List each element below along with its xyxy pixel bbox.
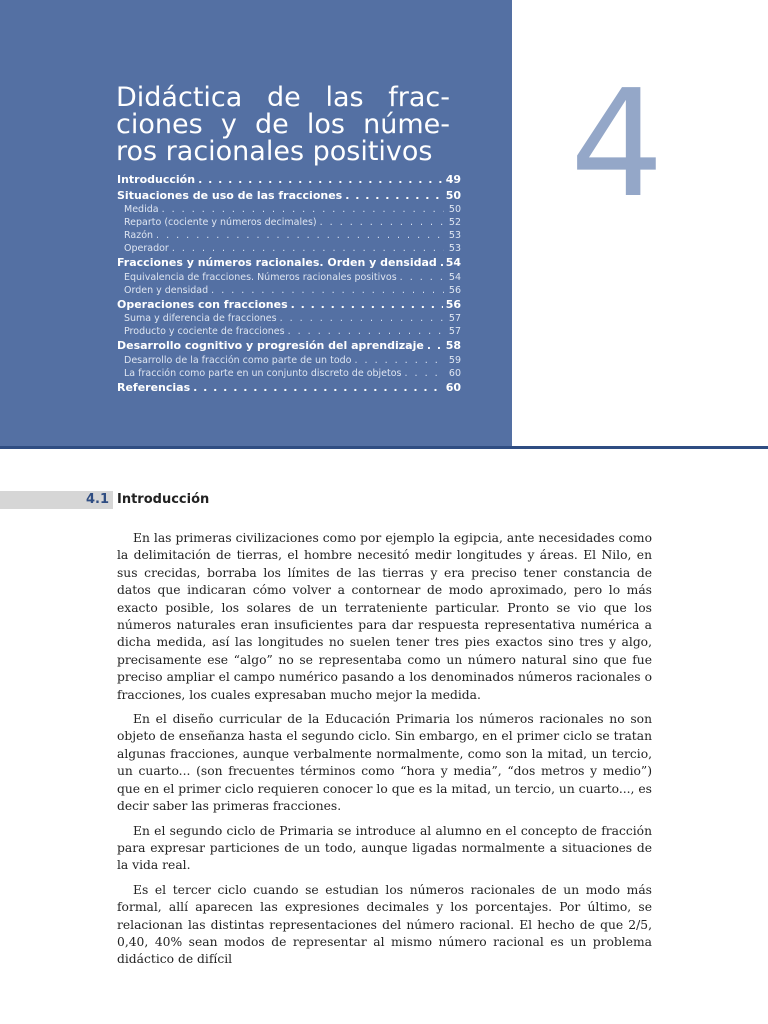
toc-entry[interactable] (117, 298, 461, 314)
toc-leader (354, 355, 444, 366)
toc-entry-page: 60 (448, 367, 461, 379)
toc-entry-label: Desarrollo de la fracción como parte de un todo (124, 354, 352, 366)
chapter-number: 4 (569, 58, 665, 230)
chapter-header (0, 0, 512, 446)
toc-entry-page: 53 (448, 230, 461, 241)
toc-entry-page: 57 (448, 313, 461, 324)
toc-entry-label: Reparto (cociente y números decimales) (124, 217, 317, 228)
toc-entry[interactable] (117, 256, 461, 272)
toc-entry-page: 50 (445, 188, 461, 202)
paragraph: En el segundo ciclo de Primaria se introduce al alumno en el concepto de fracción para expresar particiones de un todo, aunque ligadas normalmente a situaciones de la vida real. (117, 823, 652, 873)
chapter-title (116, 84, 450, 165)
toc-leader (198, 173, 443, 186)
toc-entry-label: Razón (124, 230, 154, 241)
toc-entry-page: 58 (445, 339, 461, 352)
toc-leader (345, 189, 442, 202)
toc-subentry[interactable] (117, 272, 461, 285)
chapter-title-line: Didáctica de las frac- (116, 82, 450, 113)
toc-leader (280, 313, 444, 324)
toc-entry-page: 57 (448, 326, 461, 337)
toc-subentry[interactable] (117, 230, 461, 243)
toc-entry-label: Orden y densidad (124, 284, 209, 296)
toc-entry[interactable] (117, 173, 461, 189)
toc-subentry[interactable] (117, 326, 461, 339)
toc-entry-page: 52 (448, 217, 461, 228)
toc-entry[interactable] (117, 339, 461, 355)
toc-subentry[interactable] (117, 368, 461, 381)
toc-subentry[interactable] (117, 285, 461, 298)
toc-leader (162, 204, 444, 215)
toc-leader (211, 285, 444, 296)
toc-subentry[interactable] (117, 204, 461, 217)
toc-leader (288, 326, 444, 337)
toc-entry-page: 53 (448, 243, 461, 254)
toc-leader (291, 298, 443, 311)
paragraph: En las primeras civilizaciones como por ejemplo la egipcia, ante necesidades como la delimitación de tierras, el hombre necesitó medir longitudes y áreas. El Nilo, en sus crecidas, borraba los límites de las tierras y era preciso tener constancia de datos que indicaran cómo volver a contornear de modo aproximado, pero lo más exacto posible, los solares de un terrateniente particular. Pronto se vio que los números naturales eran insuficientes para dar respuesta representativa numérica a dicha medida, así las longitudes no suelen tener tres pies exactos sino tres y algo, precisamente ese “algo” no se representaba como un número natural sino que fue preciso ampliar el campo numérico pasando a los denominados números racionales o fracciones, los cuales expresaban mucho mejor la medida. (117, 531, 652, 702)
toc-entry-label: La fracción como parte en un conjunto discreto de objetos (124, 367, 402, 379)
toc-leader (405, 368, 444, 379)
toc-entry-page: 56 (445, 297, 461, 311)
toc-leader (156, 230, 444, 241)
toc-leader (320, 217, 444, 228)
toc-entry-page: 60 (445, 380, 461, 394)
toc-leader (440, 256, 443, 269)
header-divider (0, 446, 768, 449)
section-number: 4.1 (85, 492, 109, 507)
toc-entry-label: Equivalencia de fracciones. Números racionales positivos (124, 271, 397, 283)
section-title: Introducción (117, 492, 210, 507)
table-of-contents (117, 173, 461, 396)
toc-entry-page: 50 (448, 204, 461, 215)
toc-entry-label: Situaciones de uso de las fracciones (117, 188, 343, 202)
toc-subentry[interactable] (117, 243, 461, 256)
toc-leader (193, 381, 443, 394)
toc-entry-label: Operador (124, 243, 169, 254)
toc-subentry[interactable] (117, 313, 461, 326)
toc-leader (172, 243, 444, 254)
toc-entry-page: 49 (445, 173, 461, 186)
toc-entry-label: Operaciones con fracciones (117, 297, 288, 311)
toc-entry[interactable] (117, 189, 461, 205)
toc-entry-label: Producto y cociente de fracciones (124, 326, 285, 337)
toc-entry-page: 59 (448, 354, 461, 366)
toc-entry-label: Desarrollo cognitivo y progresión del aprendizaje (117, 339, 424, 352)
chapter-title-line: ciones y de los núme- (116, 109, 450, 140)
toc-entry[interactable] (117, 381, 461, 397)
toc-entry-label: Suma y diferencia de fracciones (124, 313, 277, 324)
toc-entry-label: Medida (124, 204, 159, 215)
toc-entry-label: Introducción (117, 173, 196, 186)
toc-entry-label: Fracciones y números racionales. Orden y densidad (117, 256, 437, 269)
toc-entry-page: 54 (448, 271, 461, 283)
toc-entry-label: Referencias (117, 380, 191, 394)
toc-subentry[interactable] (117, 355, 461, 368)
paragraph: En el diseño curricular de la Educación Primaria los números racionales no son objeto de enseñanza hasta el segundo ciclo. Sin embargo, en el primer ciclo se tratan algunas fracciones, aunque verbalmente normalmente, como son la mitad, un tercio, un cuarto... (son frecuentes términos como “hora y media”, “dos metros y medio”) que en el primer ciclo requieren conocer lo que es la mitad, un tercio, un cuarto..., es decir saber las primeras fracciones. (117, 712, 652, 814)
toc-leader (400, 272, 444, 283)
toc-leader (427, 339, 443, 352)
toc-entry-page: 56 (448, 284, 461, 296)
body-text (117, 530, 652, 976)
paragraph: Es el tercer ciclo cuando se estudian los números racionales de un modo más formal, allí aparecen las expresiones decimales y los porcentajes. Por último, se relacionan las distintas representaciones del número racional. El hecho de que 2/5, 0,40, 40% sean modos de representar al mismo número racional es un problema didáctico de difícil (117, 882, 652, 967)
toc-subentry[interactable] (117, 217, 461, 230)
toc-entry-page: 54 (445, 256, 461, 269)
chapter-title-line: ros racionales positivos (116, 136, 433, 167)
